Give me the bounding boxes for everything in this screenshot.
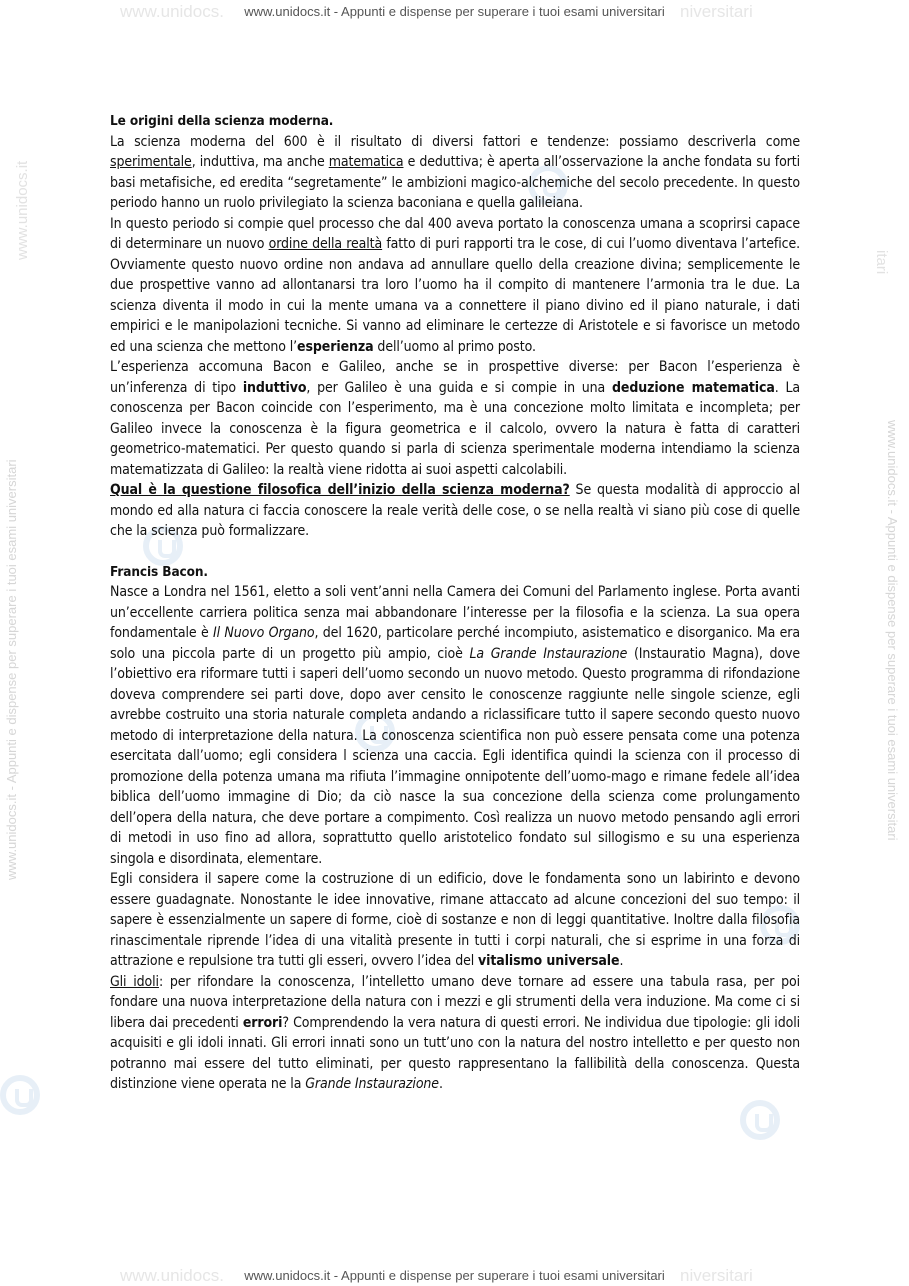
watermark-logo-icon: [740, 1100, 780, 1140]
footer-ghost-right: niversitari: [680, 1266, 753, 1285]
watermark-logo-icon: [0, 1075, 40, 1115]
paragraph: Egli considera il sapere come la costruzione di un edificio, dove le fondamenta sono un labirinto e devono essere guadagnate. Nonostante le idee innovative, rimane attaccato ad alcune concezioni del suo tempo: il sapere è essenzialmente un sapere di forme, cioè di sostanze e non di leggi quantitative. Inoltre dalla filosofia rinascimentale riprende l’idea di una vitalità presente in tutti i corpi naturali, che si esprime in una forza di attrazione e repulsione tra tutti gli esseri, ovvero l’idea del vitalismo universale.: [110, 871, 800, 969]
paragraph: In questo periodo si compie quel processo che dal 400 aveva portato la conoscenza umana a scoprirsi capace di determinare un nuovo ordine della realtà fatto di puri rapporti tra le cose, di cui l’uomo diventava l’artefice. Ovviamente questo nuovo ordine non andava ad annullare quello della creazione divina; semplicemente le due prospettive vanno ad allontanarsi tra loro l’uomo ha il compito di mantenere l’armonia tra le due. La scienza diventa il modo in cui la mente umana va a connettere il piano divino ed il piano naturale, i dati empirici e le manipolazioni tecniche. Si vanno ad eliminare le certezze di Aristotele e si favorisce un metodo ed una scienza che mettono l’esperienza dell’uomo al primo posto.: [110, 215, 800, 355]
header-banner-text: www.unidocs.it - Appunti e dispense per superare i tuoi esami universitari: [244, 4, 665, 19]
document-body: [110, 111, 800, 1095]
paragraph: Qual è la questione filosofica dell’inizio della scienza moderna? Se questa modalità di approccio al mondo ed alla natura ci faccia conoscere la reale verità delle cose, o se nella realtà vi siano più cose di quelle che la scienza può formalizzare.: [110, 482, 801, 539]
paragraph: L’esperienza accomuna Bacon e Galileo, anche se in prospettive diverse: per Bacon l’esperienza è un’inferenza di tipo induttivo, per Galileo è una guida e si compie in una deduzione matematica. La conoscenza per Bacon coincide con l’esperimento, ma è una concezione molto limitata e incompleta; per Galileo invece la conoscenza è la figura geometrica e il calcolo, ovvero la natura è fatta di caratteri geometrico-matematici. Per questo quando si parla di scienza sperimentale moderna intendiamo la scienza matematizzata di Galileo: la realtà viene ridotta ai suoi aspetti calcolabili.: [110, 359, 800, 478]
header-banner: [0, 4, 909, 19]
paragraph: Nasce a Londra nel 1561, eletto a soli vent’anni nella Camera dei Comuni del Parlamento inglese. Porta avanti un’eccellente carriera politica senza mai abbandonare l’interesse per la filosofia e la scienza. La sua opera fondamentale è Il Nuovo Organo, del 1620, particolare perché incompiuto, asistematico e disorganico. Ma era solo una piccola parte di un progetto più ampio, cioè La Grande Instaurazione (Instauratio Magna), dove l’obiettivo era riformare tutti i saperi dell’uomo secondo un nuovo metodo. Questo programma di rifondazione doveva comprendere sei parti dove, dopo aver censito le conoscenze raggiunte nelle singole scienze, egli avrebbe costruito una storia naturale completa andando a riclassificare tutto il sapere secondo questo nuovo metodo di interpretazione della natura. La conoscenza scientifica non può essere pensata come una potenza esercitata dall’uomo; egli considera l scienza una caccia. Egli identifica quindi la scienza con il processo di promozione della potenza umana ma rifiuta l’immagine onnipotente dell’uomo-mago e rimane fedele all’idea biblica dell’uomo immagine di Dio; da ciò nasce la sua concezione della scienza come prolungamento dell’opera della natura, che deve portare a compimento. Così realizza un nuovo metodo pensando agli errori di metodi in uso fino ad allora, soprattutto quello aristotelico fondato sul sillogismo e su una esperienza singola e disordinata, elementare.: [110, 584, 800, 867]
right-side-ghost-watermark: itari: [873, 250, 890, 275]
header-ghost-left: www.unidocs.: [120, 2, 224, 21]
footer-banner-text: www.unidocs.it - Appunti e dispense per superare i tuoi esami universitari: [244, 1268, 665, 1283]
footer-banner: [0, 1268, 909, 1283]
right-side-watermark: www.unidocs.it - Appunti e dispense per superare i tuoi esami universitari: [885, 420, 900, 841]
paragraph: Gli idoli: per rifondare la conoscenza, l’intelletto umano deve tornare ad essere una tabula rasa, per poi fondare una nuova interpretazione della natura con i mezzi e gli strumenti della vera induzione. Ma come ci si libera dai precedenti errori? Comprendendo la vera natura di questi errori. Ne individua due tipologie: gli idoli acquisiti e gli idoli innati. Gli errori innati sono un tutt’uno con la natura del nostro intelletto e per questo non potranno mai essere del tutto eliminati, per questo rappresentano la fallibilità della conoscenza. Questa distinzione viene operata ne la Grande Instaurazione.: [110, 973, 800, 1092]
footer-ghost-left: www.unidocs.: [120, 1266, 224, 1285]
left-side-watermark: www.unidocs.it - Appunti e dispense per superare i tuoi esami universitari: [4, 459, 19, 880]
header-ghost-right: niversitari: [680, 2, 753, 21]
section-title: Le origini della scienza moderna.: [110, 113, 334, 129]
left-side-ghost-watermark: www.unidocs.it: [14, 160, 31, 260]
section-title: Francis Bacon.: [110, 563, 208, 580]
paragraph: La scienza moderna del 600 è il risultato di diversi fattori e tendenze: possiamo descriverla come sperimentale, induttiva, ma anche matematica e deduttiva; è aperta all’osservazione la anche fondata su forti basi metafisiche, ed eredita “segretamente” le ambizioni magico-alchemiche del secolo precedente. In questo periodo hanno un ruolo privilegiato la scienza baconiana e quella galileiana.: [110, 133, 800, 211]
